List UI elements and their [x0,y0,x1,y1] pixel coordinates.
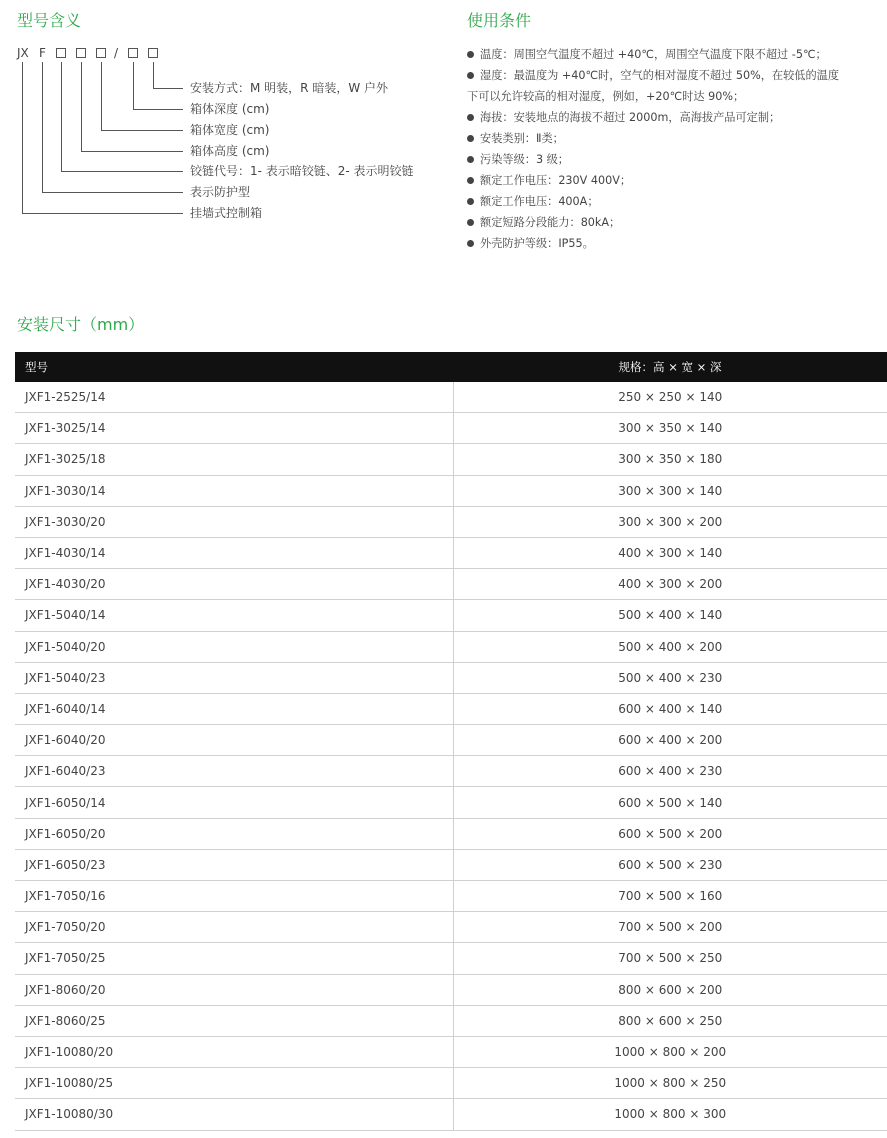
leader-line [22,62,23,213]
model-cell: JXF1-7050/25 [15,943,453,974]
code-box [76,48,86,58]
conditions-title: 使用条件 [467,11,532,30]
spec-cell: 700 × 500 × 200 [453,912,887,943]
table-row [15,912,887,943]
spec-cell: 500 × 400 × 230 [453,662,887,693]
table-row [15,943,887,974]
code-box [128,48,138,58]
spec-cell: 500 × 400 × 140 [453,600,887,631]
table-body [15,382,887,1130]
spec-cell: 400 × 300 × 200 [453,569,887,600]
model-cell: JXF1-6040/14 [15,693,453,724]
condition-item: 外壳防护等级：IP55。 [467,233,885,254]
leader-line [133,62,134,109]
table-header-row [15,352,887,382]
spec-cell: 1000 × 800 × 300 [453,1099,887,1130]
model-cell: JXF1-6050/23 [15,849,453,880]
table-row [15,787,887,818]
code-box [56,48,66,58]
model-cell: JXF1-6040/20 [15,725,453,756]
code-slash: / [114,46,119,60]
leader-line [22,213,183,214]
table-row [15,631,887,662]
condition-item: 湿度：最温度为 +40℃时，空气的相对湿度不超过 50%，在较低的温度 下可以允许较高的相对湿度，例如，+20℃时达 90%； [467,65,885,107]
model-cell: JXF1-4030/14 [15,537,453,568]
model-cell: JXF1-6050/20 [15,818,453,849]
model-cell: JXF1-6040/23 [15,756,453,787]
spec-cell: 300 × 350 × 180 [453,444,887,475]
spec-cell: 700 × 500 × 160 [453,881,887,912]
code-label: 箱体深度 (cm) [190,102,270,116]
model-cell: JXF1-3030/20 [15,506,453,537]
leader-line [42,192,183,193]
table-row [15,569,887,600]
spec-cell: 800 × 600 × 250 [453,1005,887,1036]
spec-cell: 500 × 400 × 200 [453,631,887,662]
table-row [15,849,887,880]
table-row [15,1099,887,1130]
model-cell: JXF1-7050/16 [15,881,453,912]
model-cell: JXF1-10080/20 [15,1036,453,1067]
code-label: 安装方式：M 明装，R 暗装，W 户外 [190,81,389,95]
model-meaning-title: 型号含义 [17,11,82,30]
condition-item: 额定工作电压：230V 400V； [467,170,885,191]
spec-cell: 300 × 300 × 200 [453,506,887,537]
model-cell: JXF1-2525/14 [15,382,453,413]
condition-item: 额定工作电压：400A； [467,191,885,212]
leader-line [101,130,183,131]
table-row [15,382,887,413]
leader-line [61,171,183,172]
leader-line [61,62,62,171]
column-header-model: 型号 [15,352,453,382]
spec-cell: 300 × 300 × 140 [453,475,887,506]
condition-item: 污染等级：3 级； [467,149,885,170]
model-cell: JXF1-10080/25 [15,1068,453,1099]
code-box [96,48,106,58]
table-row [15,756,887,787]
model-cell: JXF1-6050/14 [15,787,453,818]
spec-cell: 600 × 500 × 140 [453,787,887,818]
table-row [15,1068,887,1099]
table-row [15,693,887,724]
spec-cell: 1000 × 800 × 250 [453,1068,887,1099]
leader-line [81,62,82,151]
spec-cell: 800 × 600 × 200 [453,974,887,1005]
code-letter: F [39,46,46,60]
table-row [15,413,887,444]
leader-line [153,62,154,88]
install-size-title: 安装尺寸（mm） [17,315,145,334]
model-cell: JXF1-5040/14 [15,600,453,631]
leader-line [153,88,183,89]
table-row [15,881,887,912]
table-row [15,974,887,1005]
table-row [15,818,887,849]
spec-cell: 600 × 500 × 230 [453,849,887,880]
table-row [15,662,887,693]
model-cell: JXF1-3025/18 [15,444,453,475]
model-cell: JXF1-3025/14 [15,413,453,444]
spec-cell: 600 × 400 × 200 [453,725,887,756]
condition-item: 海拔：安装地点的海拔不超过 2000m，高海拔产品可定制； [467,107,885,128]
code-label: 箱体宽度 (cm) [190,123,270,137]
condition-item: 额定短路分段能力：80kA； [467,212,885,233]
condition-item: 安装类别：Ⅱ类； [467,128,885,149]
leader-line [101,62,102,130]
condition-item: 温度：周围空气温度不超过 +40℃，周围空气温度下限不超过 -5℃； [467,44,885,65]
leader-line [42,62,43,192]
spec-cell: 700 × 500 × 250 [453,943,887,974]
table-row [15,444,887,475]
table-row [15,537,887,568]
model-cell: JXF1-10080/30 [15,1099,453,1130]
conditions-list [467,44,885,254]
model-cell: JXF1-5040/20 [15,631,453,662]
table-row [15,600,887,631]
table-row [15,1036,887,1067]
model-cell: JXF1-5040/23 [15,662,453,693]
spec-cell: 600 × 400 × 140 [453,693,887,724]
model-cell: JXF1-3030/14 [15,475,453,506]
leader-line [81,151,183,152]
spec-cell: 1000 × 800 × 200 [453,1036,887,1067]
model-cell: JXF1-4030/20 [15,569,453,600]
spec-cell: 400 × 300 × 140 [453,537,887,568]
model-code-diagram [17,46,447,236]
model-cell: JXF1-8060/20 [15,974,453,1005]
spec-cell: 600 × 400 × 230 [453,756,887,787]
table-row [15,725,887,756]
spec-cell: 250 × 250 × 140 [453,382,887,413]
table-row [15,506,887,537]
column-header-spec: 规格：高 × 宽 × 深 [453,352,887,382]
table-row [15,1005,887,1036]
code-label: 箱体高度 (cm) [190,144,270,158]
code-prefix: JX [17,46,29,60]
code-box [148,48,158,58]
leader-line [133,109,183,110]
spec-cell: 600 × 500 × 200 [453,818,887,849]
spec-cell: 300 × 350 × 140 [453,413,887,444]
model-cell: JXF1-7050/20 [15,912,453,943]
model-cell: JXF1-8060/25 [15,1005,453,1036]
code-label: 表示防护型 [190,185,251,199]
table-row [15,475,887,506]
install-size-table [15,352,887,1131]
code-label: 挂墙式控制箱 [190,206,263,220]
code-label: 铰链代号：1- 表示暗铰链、2- 表示明铰链 [190,164,414,178]
